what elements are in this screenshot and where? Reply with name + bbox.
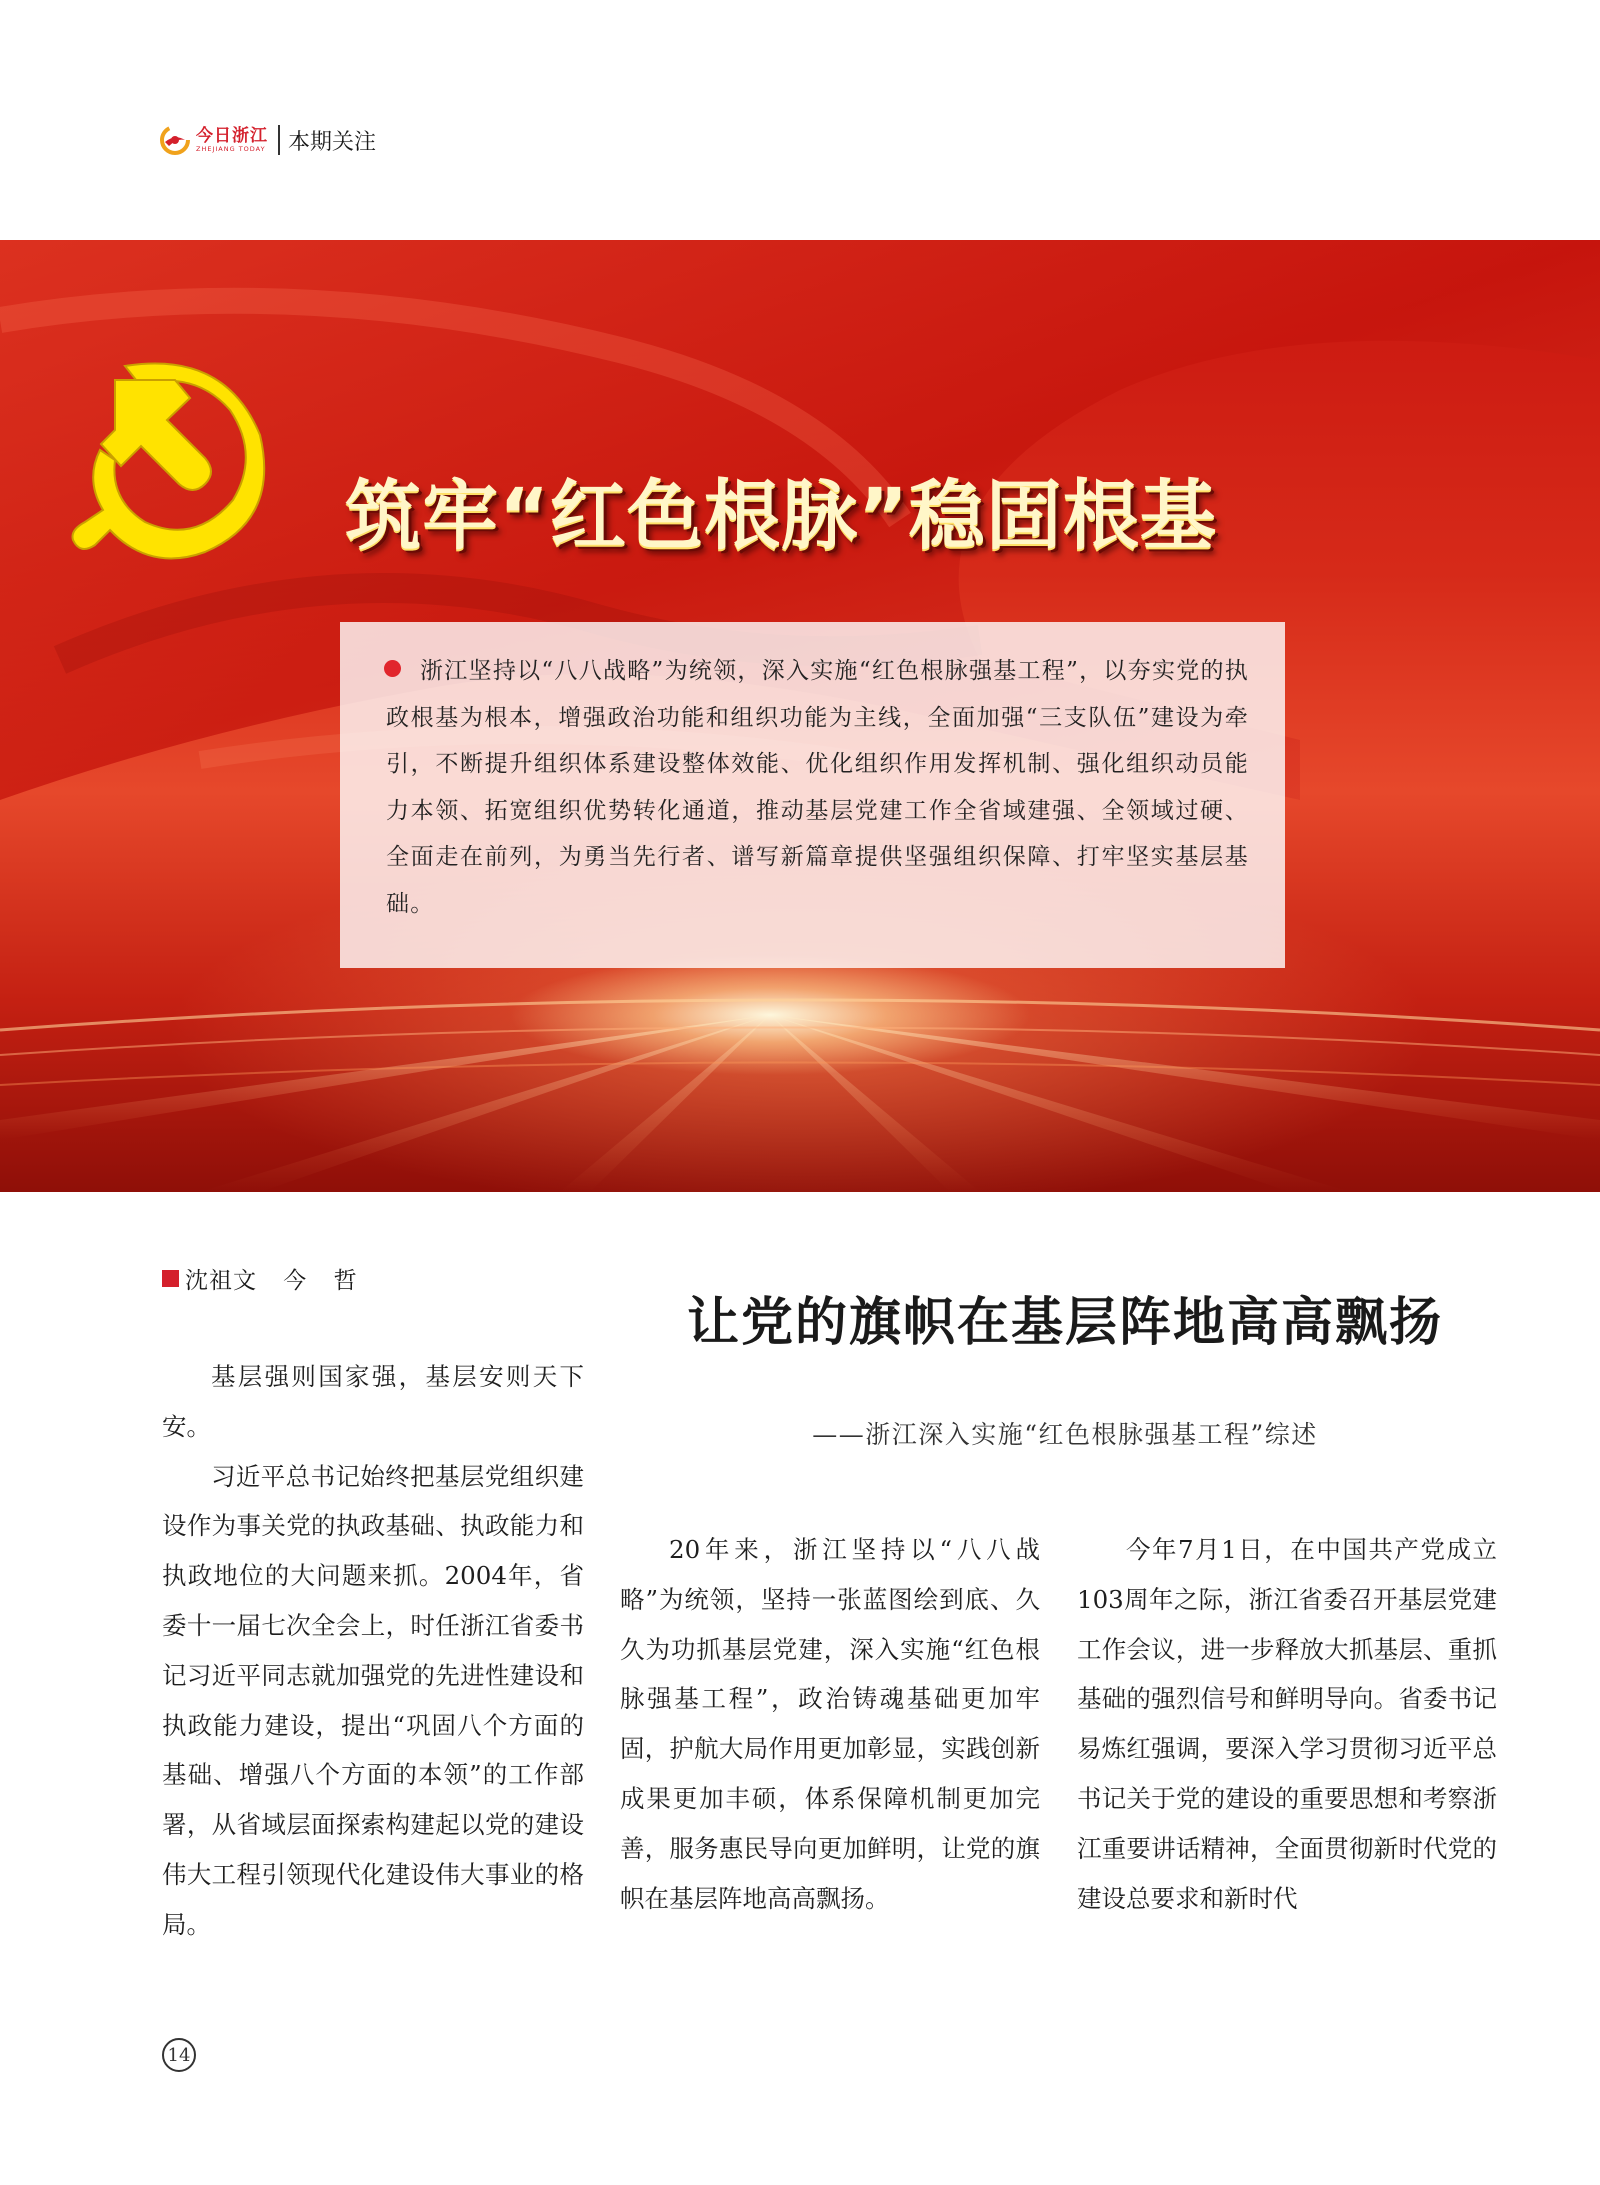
paragraph: 基层强则国家强，基层安则天下安。: [162, 1362, 584, 1441]
logo-chinese: 今日浙江: [196, 125, 268, 146]
section-label: 本期关注: [288, 129, 377, 155]
author-names: 沈祖文 今 哲: [185, 1268, 358, 1294]
hero-banner: [0, 240, 1600, 1192]
intro-summary-box: [340, 622, 1285, 968]
article-column-3: [1077, 1525, 1497, 1923]
article-subtitle: ——浙江深入实施“红色根脉强基工程”综述: [812, 1420, 1318, 1449]
paragraph: 今年7月1日，在中国共产党成立103周年之际，浙江省委召开基层党建工作会议，进一步释放大抓基层、重抓基础的强烈信号和鲜明导向。省委书记易炼红强调，要深入学习贯彻习近平总书记关于党的建设的重要思想和考察浙江重要讲话精神，全面贯彻新时代党的建设总要求和新时代: [1077, 1535, 1497, 1913]
paragraph: 20年来，浙江坚持以“八八战略”为统领，坚持一张蓝图绘到底、久久为功抓基层党建，深入实施“红色根脉强基工程”，政治铸魂基础更加牢固，护航大局作用更加彰显，实践创新成果更加丰硕，体系保障机制更加完善，服务惠民导向更加鲜明，让党的旗帜在基层阵地高高飘扬。: [620, 1535, 1040, 1913]
article-column-1: [162, 1352, 584, 1950]
article-column-2: [620, 1525, 1040, 1923]
page-number: 14: [162, 2038, 196, 2072]
paragraph: 习近平总书记始终把基层党组织建设作为事关党的执政基础、执政能力和执政地位的大问题来抓。2004年，省委十一届七次全会上，时任浙江省委书记习近平同志就加强党的先进性建设和执政能力建设，提出“巩固八个方面的基础、增强八个方面的本领”的工作部署，从省域层面探索构建起以党的建设伟大工程引领现代化建设伟大事业的格局。: [162, 1461, 584, 1939]
magazine-logo: [160, 125, 268, 155]
page-header: [160, 118, 376, 162]
article-title: 让党的旗帜在基层阵地高高飘扬: [686, 1292, 1443, 1353]
author-byline: [162, 1262, 358, 1295]
logo-swirl-icon: [160, 125, 190, 155]
banner-title: 筑牢“红色根脉”稳固根基: [345, 471, 1217, 560]
intro-text: 浙江坚持以“八八战略”为统领，深入实施“红色根脉强基工程”，以夯实党的执政根基为根本，增强政治功能和组织功能为主线，全面加强“三支队伍”建设为牵引，不断提升组织体系建设整体效能、优化组织作用发挥机制、强化组织动员能力本领、拓宽组织优势转化通道，推动基层党建工作全省域建强、全领域过硬、全面走在前列，为勇当先行者、谱写新篇章提供坚强组织保障、打牢坚实基层基础。: [386, 658, 1249, 917]
header-divider: [278, 125, 280, 155]
red-square-icon: [162, 1270, 179, 1287]
hammer-sickle-icon: [55, 340, 285, 570]
logo-english: ZHEJIANG TODAY: [196, 144, 266, 153]
